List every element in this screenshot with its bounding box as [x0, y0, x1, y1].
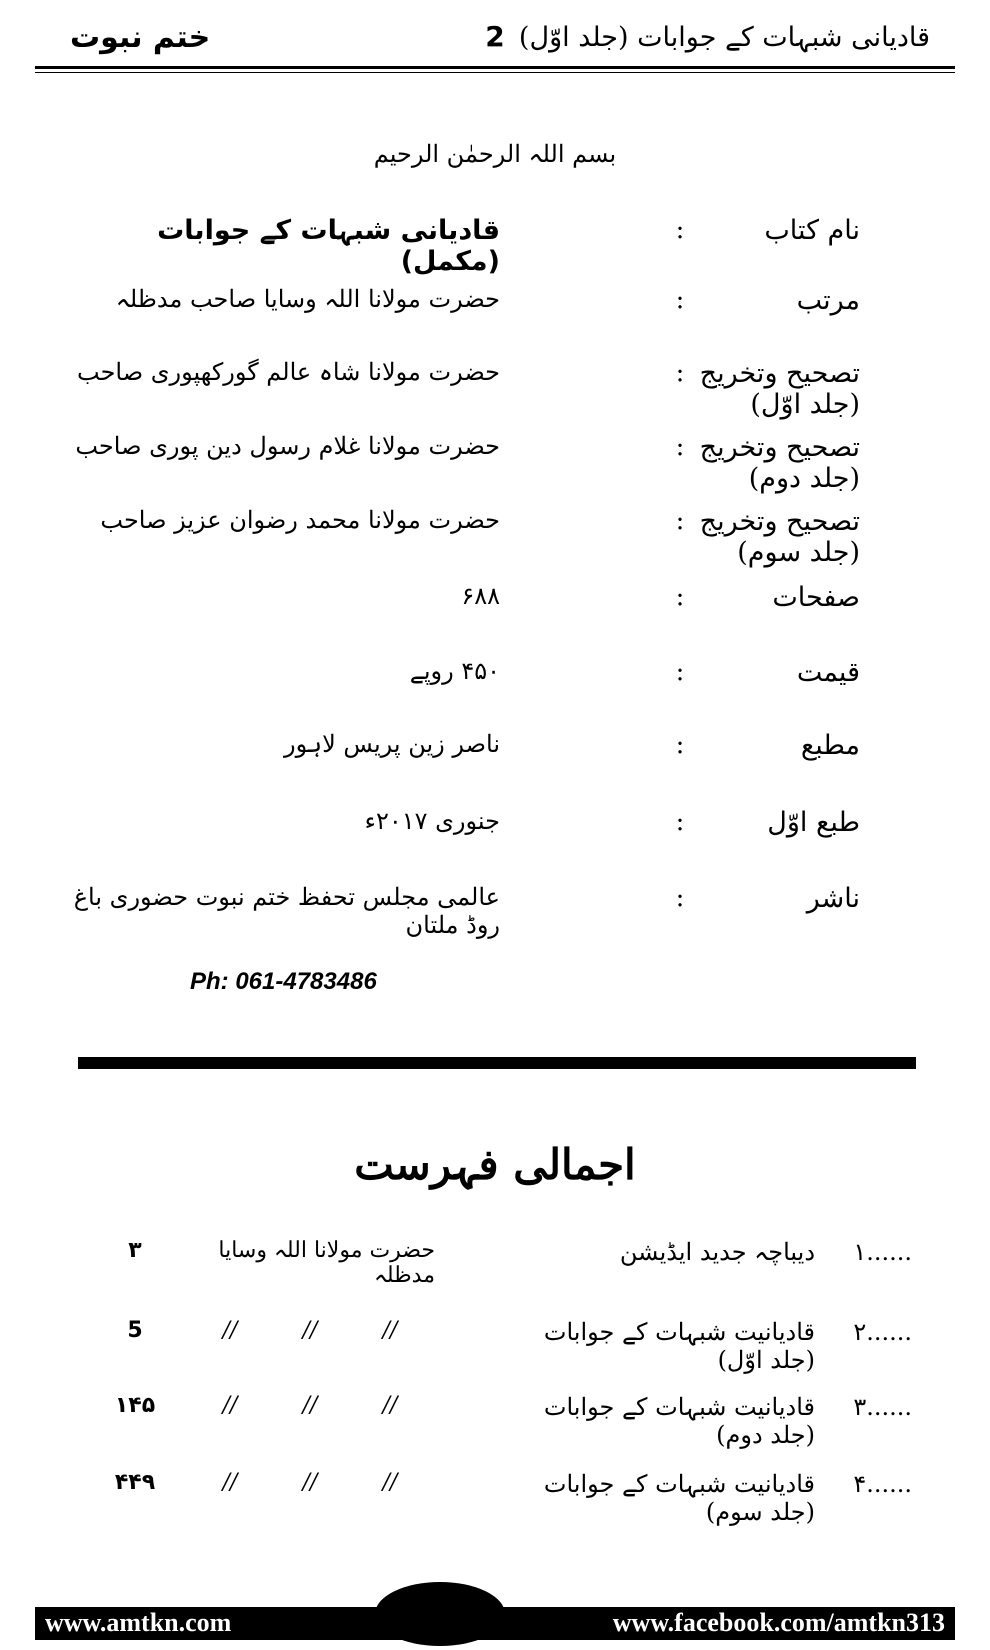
info-value: حضرت مولانا شاہ عالم گورکھپوری صاحب: [77, 358, 500, 386]
header-book-title: قادیانی شبہات کے جوابات (جلد اوّل): [518, 22, 930, 53]
toc-row-page: ۱۴۵: [114, 1393, 156, 1418]
toc-row-page: ۳: [128, 1238, 142, 1263]
info-colon: :: [675, 807, 685, 837]
info-colon: :: [675, 657, 685, 687]
info-colon: :: [675, 432, 685, 462]
info-row-compiler: [0, 285, 990, 335]
footer-center-oval: [375, 1582, 505, 1646]
toc-row-number: ۴......: [853, 1470, 912, 1498]
toc-heading: اجمالی فہرست: [354, 1140, 636, 1189]
info-colon: :: [675, 358, 685, 388]
info-row-price: [0, 657, 990, 707]
info-label: نام کتاب: [764, 215, 860, 246]
toc-ditto-mark: //: [222, 1470, 238, 1495]
info-label: تصحیح وتخریج (جلد دوم): [699, 432, 860, 494]
info-label: مرتب: [796, 285, 860, 316]
toc-ditto-mark: //: [382, 1318, 398, 1343]
info-label: صفحات: [772, 582, 860, 613]
section-divider: [78, 1057, 916, 1069]
toc-ditto-mark: //: [222, 1393, 238, 1418]
bismillah-calligraphy: بسم اللہ الرحمٰن الرحیم: [373, 140, 617, 168]
footer-facebook-link[interactable]: www.facebook.com/amtkn313: [612, 1608, 945, 1637]
info-value: ناصر زین پریس لاہور: [284, 730, 500, 758]
info-value: ۶۸۸: [461, 582, 500, 610]
info-value: ۴۵۰ روپے: [409, 657, 500, 685]
toc-row-title: قادیانیت شبہات کے جوابات (جلد اوّل): [543, 1318, 815, 1374]
info-row-pages: [0, 582, 990, 632]
info-row-editor-vol2: [0, 432, 990, 494]
info-row-editor-vol1: [0, 358, 990, 420]
header-rule-thin: [35, 72, 955, 73]
info-row-first-edition: [0, 807, 990, 857]
info-row-book-name: [0, 215, 990, 277]
info-value: حضرت مولانا اللہ وسایا صاحب مدظلہ: [115, 285, 500, 313]
info-value: حضرت مولانا غلام رسول دین پوری صاحب: [75, 432, 500, 460]
toc-row: [0, 1238, 990, 1298]
toc-row-number: ۱......: [853, 1238, 912, 1266]
header-rule-thick: [35, 66, 955, 69]
toc-row-number: ۳......: [853, 1393, 912, 1421]
info-label: ناشر: [806, 883, 860, 914]
info-label: قیمت: [796, 657, 860, 688]
info-value: جنوری ۲۰۱۷ء: [364, 807, 500, 835]
footer-website-link[interactable]: www.amtkn.com: [45, 1608, 232, 1637]
toc-row: [0, 1470, 990, 1530]
info-row-printer: [0, 730, 990, 780]
header-brand-title: ختم نبوت: [70, 20, 211, 55]
info-colon: :: [675, 285, 685, 315]
toc-row-title: قادیانیت شبہات کے جوابات (جلد دوم): [543, 1393, 815, 1449]
info-colon: :: [675, 582, 685, 612]
info-colon: :: [675, 506, 685, 536]
toc-ditto-mark: //: [302, 1470, 318, 1495]
publisher-phone: Ph: 061-4783486: [190, 968, 377, 995]
info-value: قادیانی شبہات کے جوابات (مکمل): [157, 215, 500, 277]
toc-row: [0, 1318, 990, 1378]
info-label: طبع اوّل: [767, 807, 860, 838]
info-label: تصحیح وتخریج (جلد اوّل): [699, 358, 860, 420]
toc-ditto-mark: //: [302, 1393, 318, 1418]
info-row-editor-vol3: [0, 506, 990, 568]
toc-ditto-mark: //: [302, 1318, 318, 1343]
info-row-publisher: [0, 883, 990, 939]
toc-row-title: قادیانیت شبہات کے جوابات (جلد سوم): [543, 1470, 815, 1526]
info-value: عالمی مجلس تحفظ ختم نبوت حضوری باغ روڈ ملتان: [73, 883, 500, 939]
info-colon: :: [675, 730, 685, 760]
info-label: مطبع: [800, 730, 860, 761]
toc-ditto-mark: //: [382, 1470, 398, 1495]
toc-row-page: ۴۴۹: [114, 1470, 156, 1495]
toc-row-number: ۲......: [853, 1318, 912, 1346]
page-number: 2: [485, 20, 505, 53]
info-colon: :: [675, 883, 685, 913]
toc-row: [0, 1393, 990, 1453]
toc-row-author: حضرت مولانا اللہ وسایا مدظلہ: [218, 1238, 435, 1288]
info-colon: :: [675, 215, 685, 245]
info-value: حضرت مولانا محمد رضوان عزیز صاحب: [100, 506, 500, 534]
toc-row-page: 5: [127, 1318, 143, 1343]
info-label: تصحیح وتخریج (جلد سوم): [699, 506, 860, 568]
toc-ditto-mark: //: [222, 1318, 238, 1343]
toc-row-title: دیباچہ جدید ایڈیشن: [619, 1238, 815, 1266]
toc-ditto-mark: //: [382, 1393, 398, 1418]
